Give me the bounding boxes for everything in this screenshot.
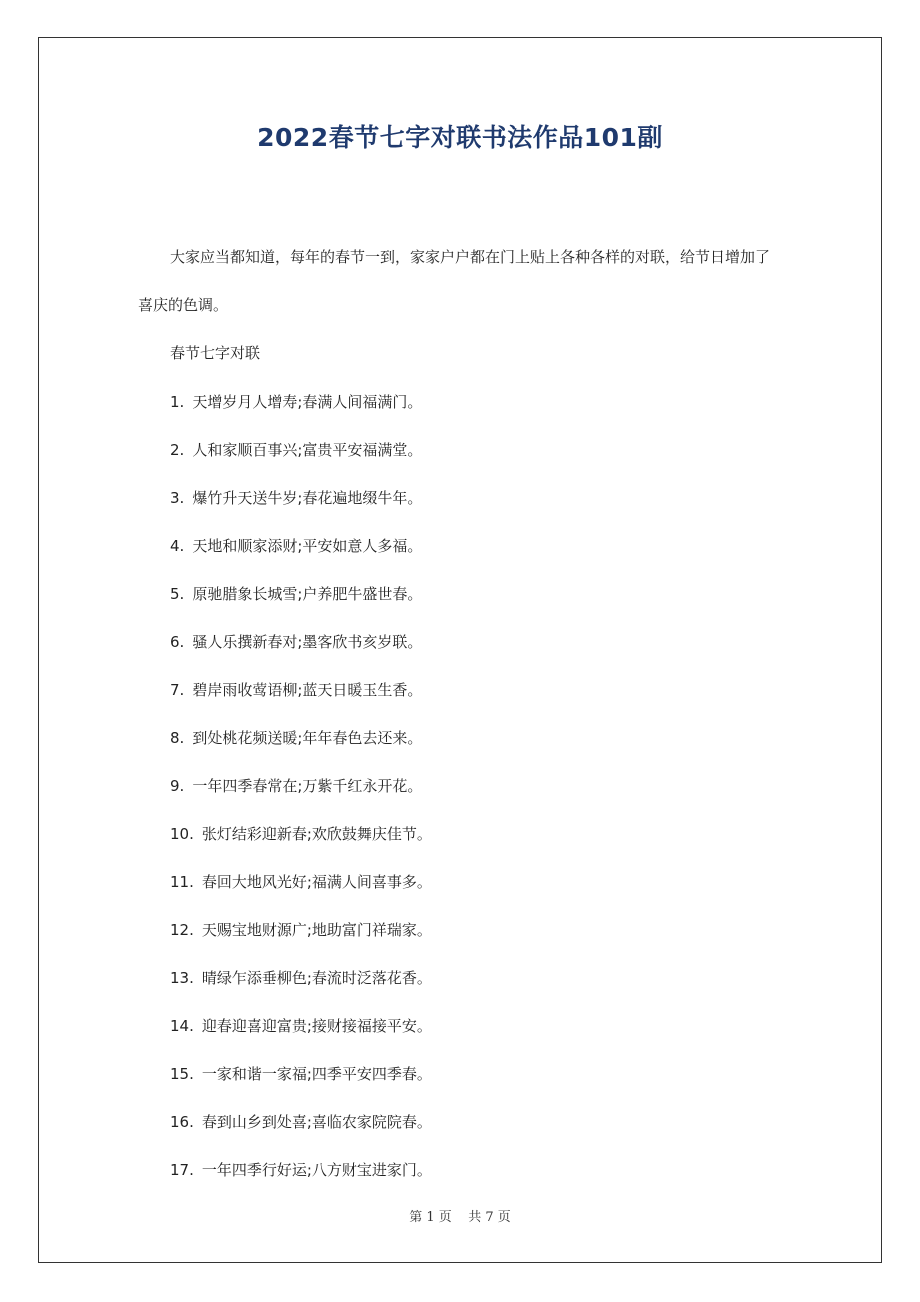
couplet-text: 人和家顺百事兴;富贵平安福满堂。 xyxy=(192,441,423,459)
couplet-text: 一年四季春常在;万紫千红永开花。 xyxy=(192,777,423,795)
couplet-text: 碧岸雨收莺语柳;蓝天日暖玉生香。 xyxy=(192,681,423,699)
couplet-text: 迎春迎喜迎富贵;接财接福接平安。 xyxy=(201,1017,432,1035)
couplet-item xyxy=(170,536,422,556)
couplet-number: 14. xyxy=(170,1017,194,1035)
couplet-text: 天增岁月人增寿;春满人间福满门。 xyxy=(192,393,423,411)
couplet-item xyxy=(170,920,432,940)
page-footer xyxy=(0,1206,920,1225)
couplet-number: 2. xyxy=(170,441,185,459)
couplet-text: 张灯结彩迎新春;欢欣鼓舞庆佳节。 xyxy=(201,825,432,843)
couplet-number: 15. xyxy=(170,1065,194,1083)
couplet-text: 春回大地风光好;福满人间喜事多。 xyxy=(201,873,432,891)
couplet-text: 天赐宝地财源广;地助富门祥瑞家。 xyxy=(201,921,432,939)
couplet-item xyxy=(170,488,422,508)
couplet-number: 9. xyxy=(170,777,185,795)
couplet-number: 8. xyxy=(170,729,185,747)
couplet-item xyxy=(170,728,422,748)
page-number: 第 1 页 xyxy=(409,1210,452,1225)
couplet-item xyxy=(170,392,422,412)
couplet-text: 一年四季行好运;八方财宝进家门。 xyxy=(201,1161,432,1179)
intro-paragraph-line-2: 喜庆的色调。 xyxy=(138,296,229,314)
couplet-text: 原驰腊象长城雪;户养肥牛盛世春。 xyxy=(192,585,423,603)
couplet-text: 天地和顺家添财;平安如意人多福。 xyxy=(192,537,423,555)
couplet-item xyxy=(170,1016,432,1036)
couplet-item xyxy=(170,440,422,460)
couplet-item xyxy=(170,584,422,604)
couplet-item xyxy=(170,776,422,796)
couplet-text: 到处桃花频送暖;年年春色去还来。 xyxy=(192,729,423,747)
couplet-number: 13. xyxy=(170,969,194,987)
document-title: 2022春节七字对联书法作品101副 xyxy=(257,123,663,152)
page-total: 共 7 页 xyxy=(468,1210,511,1225)
couplet-number: 17. xyxy=(170,1161,194,1179)
couplet-number: 16. xyxy=(170,1113,194,1131)
couplet-number: 6. xyxy=(170,633,185,651)
couplet-number: 11. xyxy=(170,873,194,891)
couplet-text: 晴绿乍添垂柳色;春流时泛落花香。 xyxy=(201,969,432,987)
couplet-item xyxy=(170,632,422,652)
couplet-text: 骚人乐撰新春对;墨客欣书亥岁联。 xyxy=(192,633,423,651)
couplet-text: 爆竹升天送牛岁;春花遍地缀牛年。 xyxy=(192,489,423,507)
couplet-number: 5. xyxy=(170,585,185,603)
couplet-item xyxy=(170,1112,432,1132)
intro-paragraph-line-1: 大家应当都知道，每年的春节一到，家家户户都在门上贴上各种各样的对联，给节日增加了 xyxy=(170,248,771,266)
couplet-number: 3. xyxy=(170,489,185,507)
couplet-item xyxy=(170,1064,432,1084)
couplet-number: 1. xyxy=(170,393,185,411)
page-border xyxy=(38,37,882,1263)
couplet-item xyxy=(170,872,432,892)
couplet-number: 12. xyxy=(170,921,194,939)
couplet-text: 春到山乡到处喜;喜临农家院院春。 xyxy=(201,1113,432,1131)
couplet-number: 4. xyxy=(170,537,185,555)
couplet-item xyxy=(170,1160,432,1180)
couplet-number: 7. xyxy=(170,681,185,699)
couplet-number: 10. xyxy=(170,825,194,843)
couplet-item xyxy=(170,680,422,700)
couplet-text: 一家和谐一家福;四季平安四季春。 xyxy=(201,1065,432,1083)
couplet-item xyxy=(170,968,432,988)
couplet-item xyxy=(170,824,432,844)
section-heading: 春节七字对联 xyxy=(170,344,261,362)
